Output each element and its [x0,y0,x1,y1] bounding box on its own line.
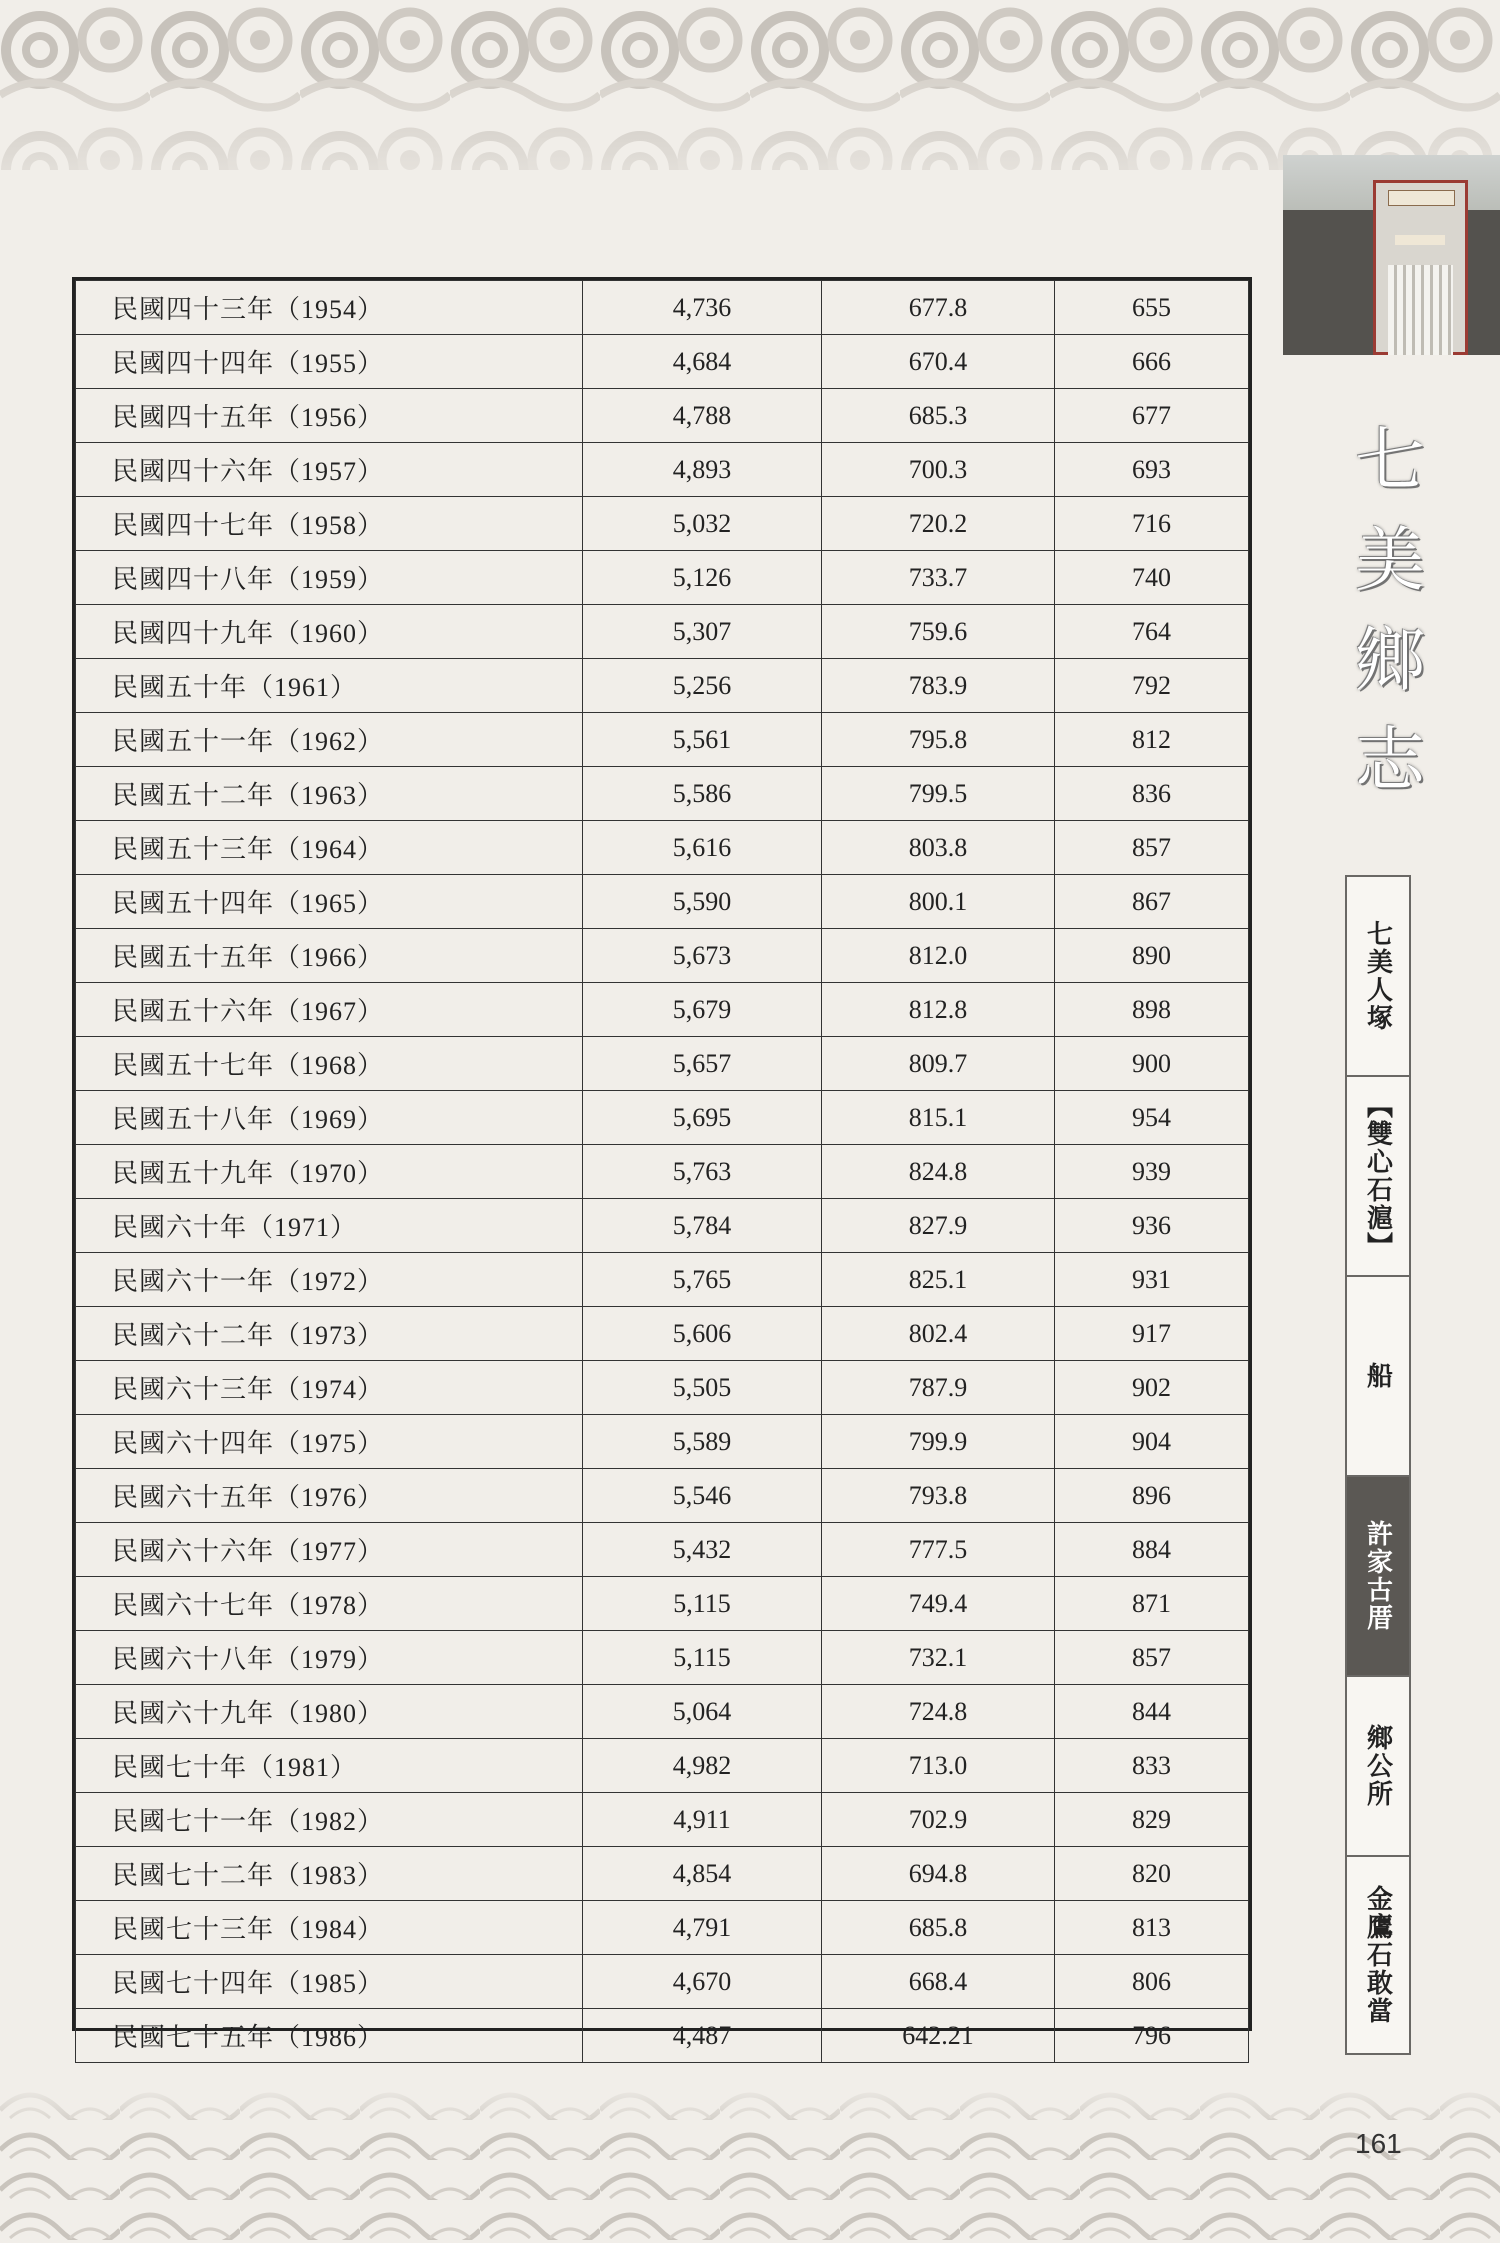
density-cell: 799.9 [822,1415,1055,1469]
density-cell: 793.8 [822,1469,1055,1523]
population-cell: 4,670 [583,1955,822,2009]
population-cell: 4,854 [583,1847,822,1901]
year-cell: 民國四十四年（1955） [76,335,583,389]
year-cell: 民國五十四年（1965） [76,875,583,929]
table-row [76,929,1249,983]
table-row [76,2009,1249,2063]
population-cell: 5,546 [583,1469,822,1523]
households-cell: 871 [1055,1577,1249,1631]
population-cell: 5,695 [583,1091,822,1145]
table-row [76,659,1249,713]
book-title-char: 志 [1355,719,1425,801]
households-cell: 954 [1055,1091,1249,1145]
households-cell: 898 [1055,983,1249,1037]
population-cell: 5,561 [583,713,822,767]
density-cell: 694.8 [822,1847,1055,1901]
population-cell: 5,606 [583,1307,822,1361]
density-cell: 803.8 [822,821,1055,875]
table-row [76,983,1249,1037]
density-cell: 668.4 [822,1955,1055,2009]
households-cell: 836 [1055,767,1249,821]
population-cell: 5,307 [583,605,822,659]
population-table [72,277,1252,2052]
year-cell: 民國七十五年（1986） [76,2009,583,2063]
table-row [76,1577,1249,1631]
table-row [76,713,1249,767]
table-row [76,1037,1249,1091]
table-row [76,497,1249,551]
population-cell: 4,893 [583,443,822,497]
year-cell: 民國四十九年（1960） [76,605,583,659]
households-cell: 939 [1055,1145,1249,1199]
households-cell: 806 [1055,1955,1249,2009]
population-cell: 4,487 [583,2009,822,2063]
density-cell: 700.3 [822,443,1055,497]
population-cell: 5,589 [583,1415,822,1469]
households-cell: 796 [1055,2009,1249,2063]
table-row [76,1091,1249,1145]
year-cell: 民國五十八年（1969） [76,1091,583,1145]
year-cell: 民國六十一年（1972） [76,1253,583,1307]
table-row [76,1901,1249,1955]
population-cell: 5,432 [583,1523,822,1577]
tab-golden-eagle-stone[interactable] [1347,1857,1409,2053]
cloud-ornament-top [0,0,1500,230]
table-row [76,281,1249,335]
households-cell: 829 [1055,1793,1249,1847]
population-cell: 5,590 [583,875,822,929]
households-cell: 904 [1055,1415,1249,1469]
density-cell: 670.4 [822,335,1055,389]
year-cell: 民國五十年（1961） [76,659,583,713]
population-cell: 5,657 [583,1037,822,1091]
table-row [76,551,1249,605]
density-cell: 799.5 [822,767,1055,821]
density-cell: 724.8 [822,1685,1055,1739]
density-cell: 812.0 [822,929,1055,983]
year-cell: 民國五十七年（1968） [76,1037,583,1091]
tab-label: 鄉公所 [1362,1724,1393,1808]
population-cell: 4,684 [583,335,822,389]
year-cell: 民國七十三年（1984） [76,1901,583,1955]
year-cell: 民國六十三年（1974） [76,1361,583,1415]
table-row [76,1955,1249,2009]
year-cell: 民國七十一年（1982） [76,1793,583,1847]
population-cell: 5,115 [583,1577,822,1631]
density-cell: 749.4 [822,1577,1055,1631]
year-cell: 民國六十五年（1976） [76,1469,583,1523]
density-cell: 777.5 [822,1523,1055,1577]
population-cell: 4,791 [583,1901,822,1955]
population-cell: 5,765 [583,1253,822,1307]
density-cell: 827.9 [822,1199,1055,1253]
households-cell: 900 [1055,1037,1249,1091]
population-cell: 5,126 [583,551,822,605]
density-cell: 809.7 [822,1037,1055,1091]
households-cell: 833 [1055,1739,1249,1793]
table-row [76,1415,1249,1469]
households-cell: 917 [1055,1307,1249,1361]
tab-label: 船 [1362,1362,1393,1390]
density-cell: 733.7 [822,551,1055,605]
population-cell: 5,256 [583,659,822,713]
population-cell: 5,586 [583,767,822,821]
page-number: 161 [1355,2128,1402,2159]
households-cell: 867 [1055,875,1249,929]
year-cell: 民國七十四年（1985） [76,1955,583,2009]
year-cell: 民國四十三年（1954） [76,281,583,335]
households-cell: 716 [1055,497,1249,551]
year-cell: 民國五十九年（1970） [76,1145,583,1199]
households-cell: 792 [1055,659,1249,713]
households-cell: 655 [1055,281,1249,335]
population-cell: 4,911 [583,1793,822,1847]
density-cell: 685.3 [822,389,1055,443]
year-cell: 民國六十八年（1979） [76,1631,583,1685]
density-cell: 783.9 [822,659,1055,713]
households-cell: 902 [1055,1361,1249,1415]
population-cell: 5,115 [583,1631,822,1685]
density-cell: 642.21 [822,2009,1055,2063]
book-title-char: 美 [1355,519,1425,601]
density-cell: 787.9 [822,1361,1055,1415]
population-cell: 5,505 [583,1361,822,1415]
table-row [76,1199,1249,1253]
density-cell: 759.6 [822,605,1055,659]
density-cell: 815.1 [822,1091,1055,1145]
tab-label: 許家古厝 [1362,1520,1393,1632]
chapter-tabs [1345,875,1411,2055]
book-title-char: 鄉 [1355,619,1425,701]
households-cell: 857 [1055,1631,1249,1685]
households-cell: 820 [1055,1847,1249,1901]
density-cell: 802.4 [822,1307,1055,1361]
year-cell: 民國六十七年（1978） [76,1577,583,1631]
table-row [76,1361,1249,1415]
population-cell: 5,673 [583,929,822,983]
table-row [76,1253,1249,1307]
table-row [76,767,1249,821]
population-cell: 4,788 [583,389,822,443]
book-title-char: 七 [1355,419,1425,501]
year-cell: 民國六十六年（1977） [76,1523,583,1577]
households-cell: 857 [1055,821,1249,875]
households-cell: 936 [1055,1199,1249,1253]
density-cell: 824.8 [822,1145,1055,1199]
households-cell: 813 [1055,1901,1249,1955]
households-cell: 666 [1055,335,1249,389]
tab-qimei-tomb[interactable] [1347,877,1409,1077]
density-cell: 702.9 [822,1793,1055,1847]
population-cell: 5,064 [583,1685,822,1739]
year-cell: 民國四十五年（1956） [76,389,583,443]
density-cell: 677.8 [822,281,1055,335]
tab-boat[interactable] [1347,1277,1409,1477]
wave-ornament-bottom [0,2080,1500,2243]
year-cell: 民國四十七年（1958） [76,497,583,551]
table-row [76,821,1249,875]
households-cell: 677 [1055,389,1249,443]
population-cell: 4,736 [583,281,822,335]
book-title [1330,410,1450,830]
year-cell: 民國四十八年（1959） [76,551,583,605]
table-row [76,1145,1249,1199]
households-cell: 844 [1055,1685,1249,1739]
households-cell: 884 [1055,1523,1249,1577]
year-cell: 民國五十二年（1963） [76,767,583,821]
households-cell: 931 [1055,1253,1249,1307]
population-cell: 4,982 [583,1739,822,1793]
tab-label: 【雙心石滬】 [1362,1092,1393,1260]
households-cell: 764 [1055,605,1249,659]
year-cell: 民國六十九年（1980） [76,1685,583,1739]
population-cell: 5,763 [583,1145,822,1199]
year-cell: 民國五十一年（1962） [76,713,583,767]
table-row [76,1631,1249,1685]
table-row [76,1739,1249,1793]
population-cell: 5,679 [583,983,822,1037]
table-row [76,875,1249,929]
year-cell: 民國四十六年（1957） [76,443,583,497]
households-cell: 890 [1055,929,1249,983]
table-row [76,1793,1249,1847]
year-cell: 民國五十六年（1967） [76,983,583,1037]
table-row [76,1847,1249,1901]
table-row [76,389,1249,443]
households-cell: 740 [1055,551,1249,605]
temple-gate-photo [1283,155,1500,355]
density-cell: 720.2 [822,497,1055,551]
year-cell: 民國七十二年（1983） [76,1847,583,1901]
year-cell: 民國六十四年（1975） [76,1415,583,1469]
density-cell: 795.8 [822,713,1055,767]
tab-twin-hearts-weir[interactable] [1347,1077,1409,1277]
population-cell: 5,032 [583,497,822,551]
table-row [76,335,1249,389]
year-cell: 民國六十年（1971） [76,1199,583,1253]
density-cell: 800.1 [822,875,1055,929]
table-row [76,1523,1249,1577]
households-cell: 693 [1055,443,1249,497]
density-cell: 732.1 [822,1631,1055,1685]
density-cell: 825.1 [822,1253,1055,1307]
table-row [76,443,1249,497]
table-row [76,605,1249,659]
year-cell: 民國六十二年（1973） [76,1307,583,1361]
year-cell: 民國五十五年（1966） [76,929,583,983]
tab-label: 金鷹石敢當 [1362,1885,1393,2025]
households-cell: 896 [1055,1469,1249,1523]
year-cell: 民國七十年（1981） [76,1739,583,1793]
year-cell: 民國五十三年（1964） [76,821,583,875]
tab-label: 七美人塚 [1362,920,1393,1032]
tab-township-office[interactable] [1347,1677,1409,1857]
density-cell: 713.0 [822,1739,1055,1793]
population-cell: 5,616 [583,821,822,875]
households-cell: 812 [1055,713,1249,767]
density-cell: 685.8 [822,1901,1055,1955]
population-cell: 5,784 [583,1199,822,1253]
table-row [76,1685,1249,1739]
table-row [76,1469,1249,1523]
table-row [76,1307,1249,1361]
density-cell: 812.8 [822,983,1055,1037]
tab-hsu-family-house[interactable] [1347,1477,1409,1677]
